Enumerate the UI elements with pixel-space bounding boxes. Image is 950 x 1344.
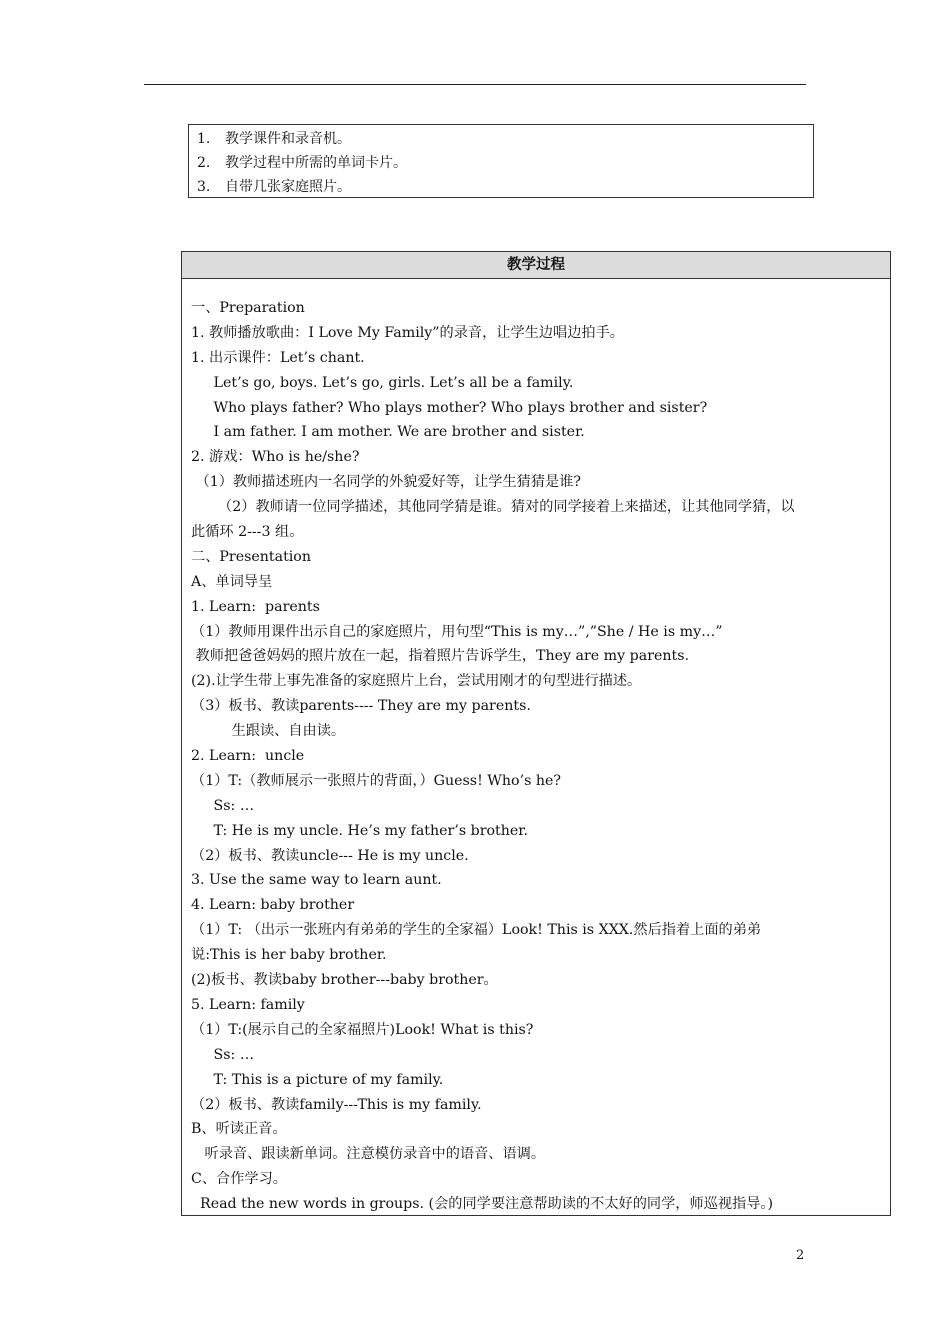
process-line: I am father. I am mother. We are brother and sister. <box>191 424 585 441</box>
process-line: (2)板书、教读baby brother---baby brother。 <box>191 972 498 989</box>
process-line: A、单词导呈 <box>191 573 273 590</box>
process-line: 2. 游戏：Who is he/she? <box>191 449 360 466</box>
process-line: 说:This is her baby brother. <box>191 947 387 964</box>
process-line: T: This is a picture of my family. <box>191 1071 444 1088</box>
process-line: B、听读正音。 <box>191 1121 287 1138</box>
teaching-process-title: 教学过程 <box>182 252 890 279</box>
process-line: (2).让学生带上事先准备的家庭照片上台，尝试用刚才的句型进行描述。 <box>191 673 642 690</box>
materials-item: 1. 教学课件和录音机。 <box>197 131 351 147</box>
process-line: 1. 教师播放歌曲：I Love My Family”的录音，让学生边唱边拍手。 <box>191 324 624 341</box>
process-line: Ss: … <box>191 1046 255 1063</box>
process-line: Who plays father? Who plays mother? Who plays brother and sister? <box>191 399 708 416</box>
process-line: 听录音、跟读新单词。注意模仿录音中的语音、语调。 <box>191 1146 546 1163</box>
process-line: （1）T: （出示一张班内有弟弟的学生的全家福）Look! This is XXX.然后指着上面的弟弟 <box>191 922 762 939</box>
process-line: C、合作学习。 <box>191 1171 287 1188</box>
process-line: （2）板书、教读uncle--- He is my uncle. <box>191 847 469 864</box>
page-number: 2 <box>796 1248 805 1263</box>
process-line: （1）教师用课件出示自己的家庭照片，用句型“This is my…”,”She / He is my…” <box>191 623 723 640</box>
process-line: 3. Use the same way to learn aunt. <box>191 872 442 889</box>
process-line: 4. Learn: baby brother <box>191 897 355 914</box>
process-line: 一、Preparation <box>191 300 305 316</box>
process-line: 教师把爸爸妈妈的照片放在一起，指着照片告诉学生，They are my parents. <box>191 648 690 665</box>
materials-item: 2. 教学过程中所需的单词卡片。 <box>197 155 407 171</box>
process-line: （1）T:（教师展示一张照片的背面，）Guess! Who’s he? <box>191 772 562 789</box>
process-line: 1. Learn: parents <box>191 598 320 615</box>
process-line: 二、Presentation <box>191 548 311 565</box>
teaching-process-table <box>181 251 891 1216</box>
process-line: Read the new words in groups. (会的同学要注意帮助读的不太好的同学，师巡视指导。) <box>191 1196 774 1213</box>
process-line: T: He is my uncle. He’s my father’s brother. <box>191 822 528 839</box>
process-line: 生跟读、自由读。 <box>191 723 346 740</box>
teaching-process-body <box>182 279 890 1217</box>
materials-box <box>188 124 814 198</box>
process-line: 2. Learn: uncle <box>191 748 305 765</box>
process-line: Let’s go, boys. Let’s go, girls. Let’s all be a family. <box>191 374 574 391</box>
process-line: Ss: … <box>191 797 255 814</box>
header-rule <box>144 84 806 85</box>
process-line: 1. 出示课件：Let’s chant. <box>191 349 365 366</box>
process-line: （3）板书、教读parents---- They are my parents. <box>191 698 531 715</box>
process-line: （2）板书、教读family---This is my family. <box>191 1096 482 1113</box>
process-line: （2）教师请一位同学描述，其他同学猜是谁。猜对的同学接着上来描述，让其他同学猜，以 <box>191 499 795 516</box>
process-line: 5. Learn: family <box>191 996 305 1013</box>
process-line: （1）教师描述班内一名同学的外貌爱好等，让学生猜猜是谁? <box>191 474 582 491</box>
process-line: 此循环 2---3 组。 <box>191 524 304 541</box>
process-line: （1）T:(展示自己的全家福照片)Look! What is this? <box>191 1021 534 1038</box>
materials-item: 3. 自带几张家庭照片。 <box>197 179 351 195</box>
